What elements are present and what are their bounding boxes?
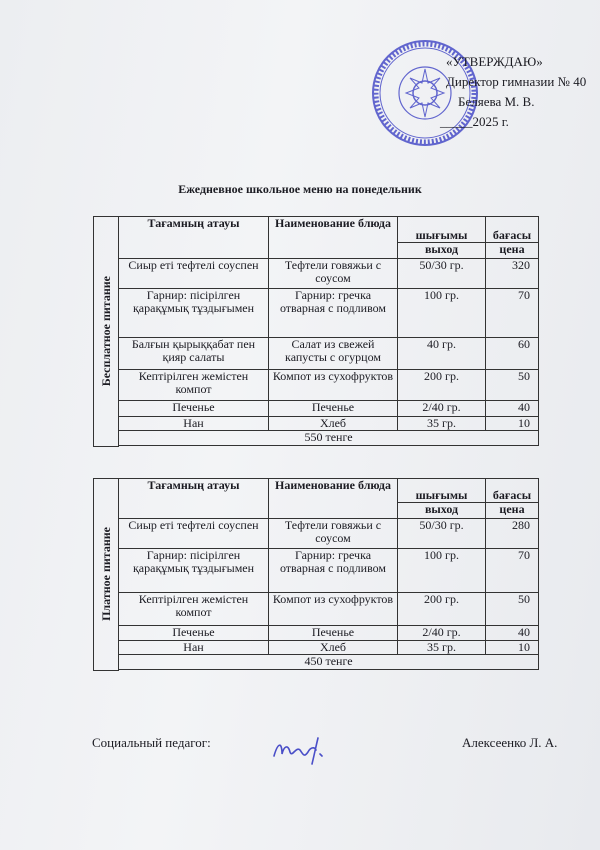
table-row — [94, 641, 539, 655]
dish-price: 320 — [486, 259, 539, 289]
dish-name-ru: Гарнир: гречка отварная с подливом — [269, 289, 398, 338]
dish-name-ru: Хлеб — [269, 641, 398, 655]
table-row — [94, 417, 539, 431]
approval-block — [440, 52, 590, 132]
header-name-ru: Наименование блюда — [269, 479, 398, 519]
dish-name-ru: Компот из сухофруктов — [269, 593, 398, 626]
dish-price: 60 — [486, 338, 539, 370]
dish-yield: 40 гр. — [398, 338, 486, 370]
table-row — [94, 549, 539, 593]
header-yield-kk: шығымы — [398, 217, 486, 243]
dish-name-ru: Тефтели говяжьи с соусом — [269, 519, 398, 549]
dish-name-ru: Тефтели говяжьи с соусом — [269, 259, 398, 289]
table-row — [94, 289, 539, 338]
dish-name-kk: Печенье — [119, 626, 269, 641]
dish-name-kk: Сиыр еті тефтелі соуспен — [119, 519, 269, 549]
dish-price: 50 — [486, 370, 539, 401]
dish-yield: 35 гр. — [398, 641, 486, 655]
approval-director: Директор гимназии № 40 — [446, 74, 587, 89]
table-row — [94, 370, 539, 401]
dish-name-ru: Гарнир: гречка отварная с подливом — [269, 549, 398, 593]
dish-name-kk: Нан — [119, 417, 269, 431]
dish-price: 70 — [486, 289, 539, 338]
dish-yield: 2/40 гр. — [398, 626, 486, 641]
dish-name-kk: Балғын қырыққабат пен қияр салаты — [119, 338, 269, 370]
header-yield-ru: выход — [398, 503, 486, 519]
header-price-kk: бағасы — [486, 479, 539, 503]
page-title: Ежедневное школьное меню на понедельник — [178, 182, 422, 196]
dish-name-kk: Сиыр еті тефтелі соуспен — [119, 259, 269, 289]
dish-yield: 200 гр. — [398, 370, 486, 401]
free-total: 550 тенге — [119, 431, 539, 446]
dish-price: 280 — [486, 519, 539, 549]
approval-name: Беляева М. В. — [458, 94, 535, 109]
dish-yield: 2/40 гр. — [398, 401, 486, 417]
header-yield-ru: выход — [398, 243, 486, 259]
dish-price: 10 — [486, 641, 539, 655]
dish-yield: 100 гр. — [398, 289, 486, 338]
dish-yield: 35 гр. — [398, 417, 486, 431]
dish-name-ru: Печенье — [269, 401, 398, 417]
header-name-kk: Тағамның атауы — [119, 217, 269, 259]
table-row — [94, 593, 539, 626]
dish-name-ru: Салат из свежей капусты с огурцом — [269, 338, 398, 370]
dish-name-ru: Хлеб — [269, 417, 398, 431]
paid-total: 450 тенге — [119, 655, 539, 670]
header-price-ru: цена — [486, 243, 539, 259]
footer-name: Алексеенко Л. А. — [462, 735, 558, 750]
header-name-kk: Тағамның атауы — [119, 479, 269, 519]
signature-icon — [270, 732, 330, 768]
approval-date: _____2025 г. — [440, 114, 509, 129]
dish-price: 10 — [486, 417, 539, 431]
dish-name-kk: Кептірілген жемістен компот — [119, 593, 269, 626]
dish-yield: 50/30 гр. — [398, 259, 486, 289]
dish-name-ru: Компот из сухофруктов — [269, 370, 398, 401]
dish-name-kk: Гарнир: пісірілген қарақұмық тұздығымен — [119, 289, 269, 338]
dish-name-kk: Печенье — [119, 401, 269, 417]
dish-yield: 200 гр. — [398, 593, 486, 626]
dish-price: 40 — [486, 401, 539, 417]
dish-price: 70 — [486, 549, 539, 593]
table-row — [94, 401, 539, 417]
dish-yield: 100 гр. — [398, 549, 486, 593]
approval-heading: «УТВЕРЖДАЮ» — [446, 54, 543, 69]
paid-menu-table — [93, 478, 539, 671]
table-row — [94, 626, 539, 641]
free-menu-table — [93, 216, 539, 447]
dish-name-kk: Кептірілген жемістен компот — [119, 370, 269, 401]
header-name-ru: Наименование блюда — [269, 217, 398, 259]
header-price-kk: бағасы — [486, 217, 539, 243]
dish-name-kk: Нан — [119, 641, 269, 655]
table-row — [94, 519, 539, 549]
paid-side-label: Платное питание — [94, 479, 119, 671]
footer-role: Социальный педагог: — [92, 735, 211, 750]
dish-price: 50 — [486, 593, 539, 626]
dish-price: 40 — [486, 626, 539, 641]
free-side-label: Бесплатное питание — [94, 217, 119, 447]
header-yield-kk: шығымы — [398, 479, 486, 503]
dish-yield: 50/30 гр. — [398, 519, 486, 549]
table-row — [94, 259, 539, 289]
header-price-ru: цена — [486, 503, 539, 519]
table-row — [94, 338, 539, 370]
dish-name-kk: Гарнир: пісірілген қарақұмық тұздығымен — [119, 549, 269, 593]
dish-name-ru: Печенье — [269, 626, 398, 641]
